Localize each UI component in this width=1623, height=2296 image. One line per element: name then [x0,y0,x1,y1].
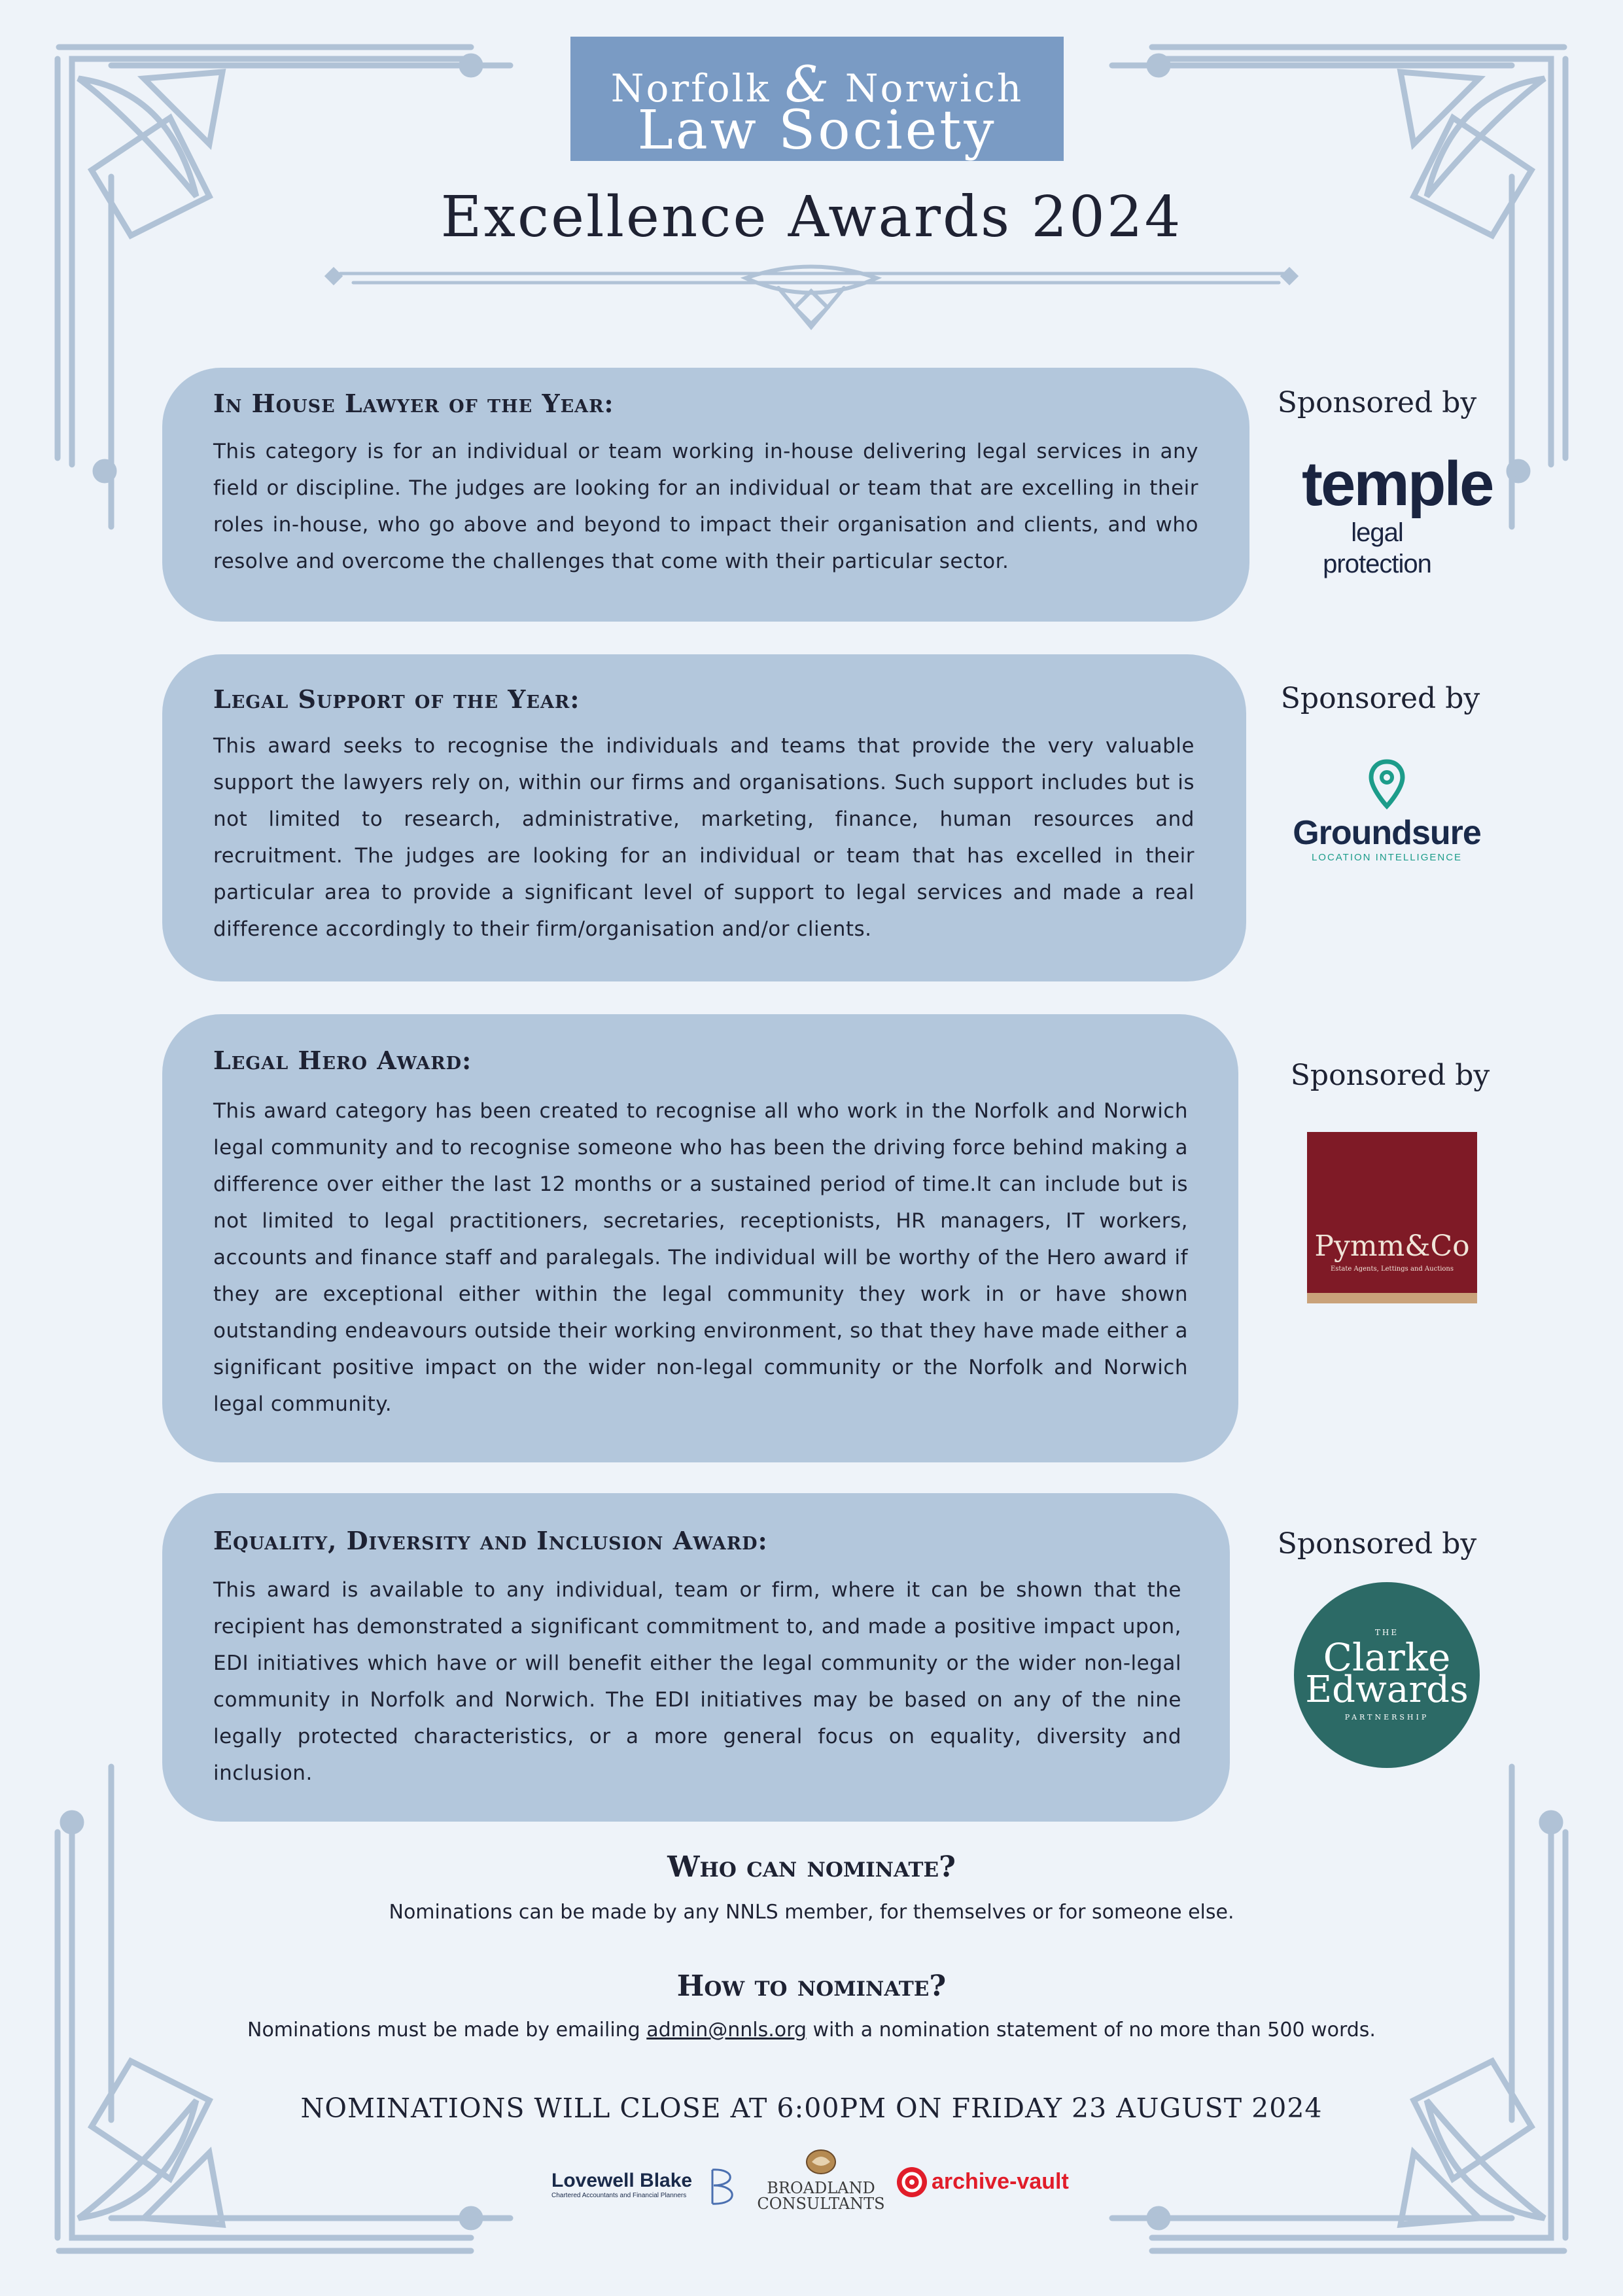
groundsure-tagline: LOCATION INTELLIGENCE [1311,852,1463,863]
archive-vault-wordmark: archive-vault [932,2169,1069,2194]
edwards-word: Edwards [1305,1669,1469,1711]
closing-date-notice: NOMINATIONS WILL CLOSE AT 6:00PM ON FRIDAY 23 AUGUST 2024 [300,2093,1323,2124]
sponsored-by-label: Sponsored by [1277,1527,1477,1561]
award-description: This category is for an individual or team working in-house delivering legal services in any field or discipline. The judges are looking for an individual or team that are excelling in their roles in-house, who go above and beyond to impact their organisation and clients, and who resolve and overcome the challenges that come with their particular sector. [213,440,1198,573]
nnls-logo [570,37,1064,161]
pymm-and-co-logo [1307,1132,1477,1303]
logo-word-norwich: Norwich [845,66,1024,111]
sponsored-by-label: Sponsored by [1277,386,1477,419]
how-text-before: Nominations must be made by emailing [247,2019,647,2041]
how-to-nominate-text [0,2019,1623,2041]
logo-ampersand: & [784,55,831,113]
broadland-consultants-logo [752,2147,890,2212]
archive-vault-logo [895,2163,1091,2202]
nomination-email-link[interactable]: admin@nnls.org [646,2019,807,2041]
award-box-in-house [162,368,1249,622]
clarke-the: THE [1374,1628,1399,1637]
temple-tagline: legal protection [1323,518,1431,578]
who-can-nominate-heading: Who can nominate? [667,1850,956,1884]
groundsure-wordmark: Groundsure [1293,814,1481,852]
award-title: Equality, Diversity and Inclusion Award: [213,1526,768,1555]
temple-legal-protection-logo [1302,449,1493,580]
clarke-word: Clarke [1323,1635,1451,1680]
how-to-nominate-heading: How to nominate? [676,1969,947,2003]
broadland-crest-icon [803,2147,839,2178]
archive-vault-icon [895,2165,929,2199]
broadland-line-1: BROADLAND [767,2179,875,2197]
who-can-nominate-text: Nominations can be made by any NNLS member, for themselves or for someone else. [389,1901,1234,1924]
pymm-gold-strip [1307,1293,1477,1303]
award-description: This award category has been created to recognise all who work in the Norfolk and Norwich legal community and to recognise someone who has been the driving force behind making a difference over either the last 12 months or a sustained period of time.It can include but is not limited to legal practitioners, secretaries, receptionists, HR managers, IT workers, accounts and finance staff and paralegals. The individual will be worthy of the Hero award if they are exceptional either within the legal community they work in or have shown outstanding endeavours outside their working environment, so that they have made either a significant positive impact on the wider non-legal community or the Norfolk and Norwich legal community. [213,1099,1188,1416]
clarke-edwards-logo [1294,1582,1480,1768]
award-box-legal-support [162,654,1246,981]
broadland-line-2: CONSULTANTS [757,2195,885,2213]
sponsored-by-label: Sponsored by [1290,1059,1490,1092]
lovewell-name: Lovewell Blake [551,2170,693,2191]
page-title: Excellence Awards 2024 [440,185,1183,250]
clarke-partnership: PARTNERSHIP [1344,1713,1429,1722]
award-title: In House Lawyer of the Year: [213,389,614,418]
temple-wordmark: temple [1302,449,1493,519]
sponsored-by-label: Sponsored by [1280,682,1480,715]
how-text-after: with a nomination statement of no more than 500 words. [806,2019,1376,2041]
pymm-wordmark: Pymm&Co [1314,1229,1470,1263]
award-description: This award seeks to recognise the individuals and teams that provide the very valuable support the lawyers rely on, within our firms and organisations. Such support includes but is not limited to research, administrative, marketing, finance, human resources and recruitment. The judges are looking for an individual or team that has excelled in their particular area to provide a significant level of support to legal services and made a real difference accordingly to their firm/organisation and/or clients. [213,734,1195,941]
award-box-legal-hero [162,1014,1238,1462]
groundsure-logo [1289,759,1485,863]
award-title: Legal Support of the Year: [213,684,580,714]
logo-line-2: Law Society [637,99,997,162]
pymm-tagline: Estate Agents, Lettings and Auctions [1330,1265,1454,1273]
logo-word-norfolk: Norfolk [610,66,771,111]
lovewell-b-mark-icon [703,2166,742,2208]
award-box-edi [162,1493,1230,1822]
lovewell-tagline: Chartered Accountants and Financial Planners [551,2192,687,2199]
location-pin-icon [1367,759,1406,811]
award-title: Legal Hero Award: [213,1046,472,1075]
award-description: This award is available to any individual, team or firm, where it can be shown that the recipient has demonstrated a significant commitment to, and made a positive impact upon, EDI initiatives which have or will benefit either the legal community or the wider non-legal community in Norfolk and Norwich. The EDI initiatives may be based on any of the nine legally protected characteristics, or a more general focus on equality, diversity and inclusion. [213,1578,1181,1785]
